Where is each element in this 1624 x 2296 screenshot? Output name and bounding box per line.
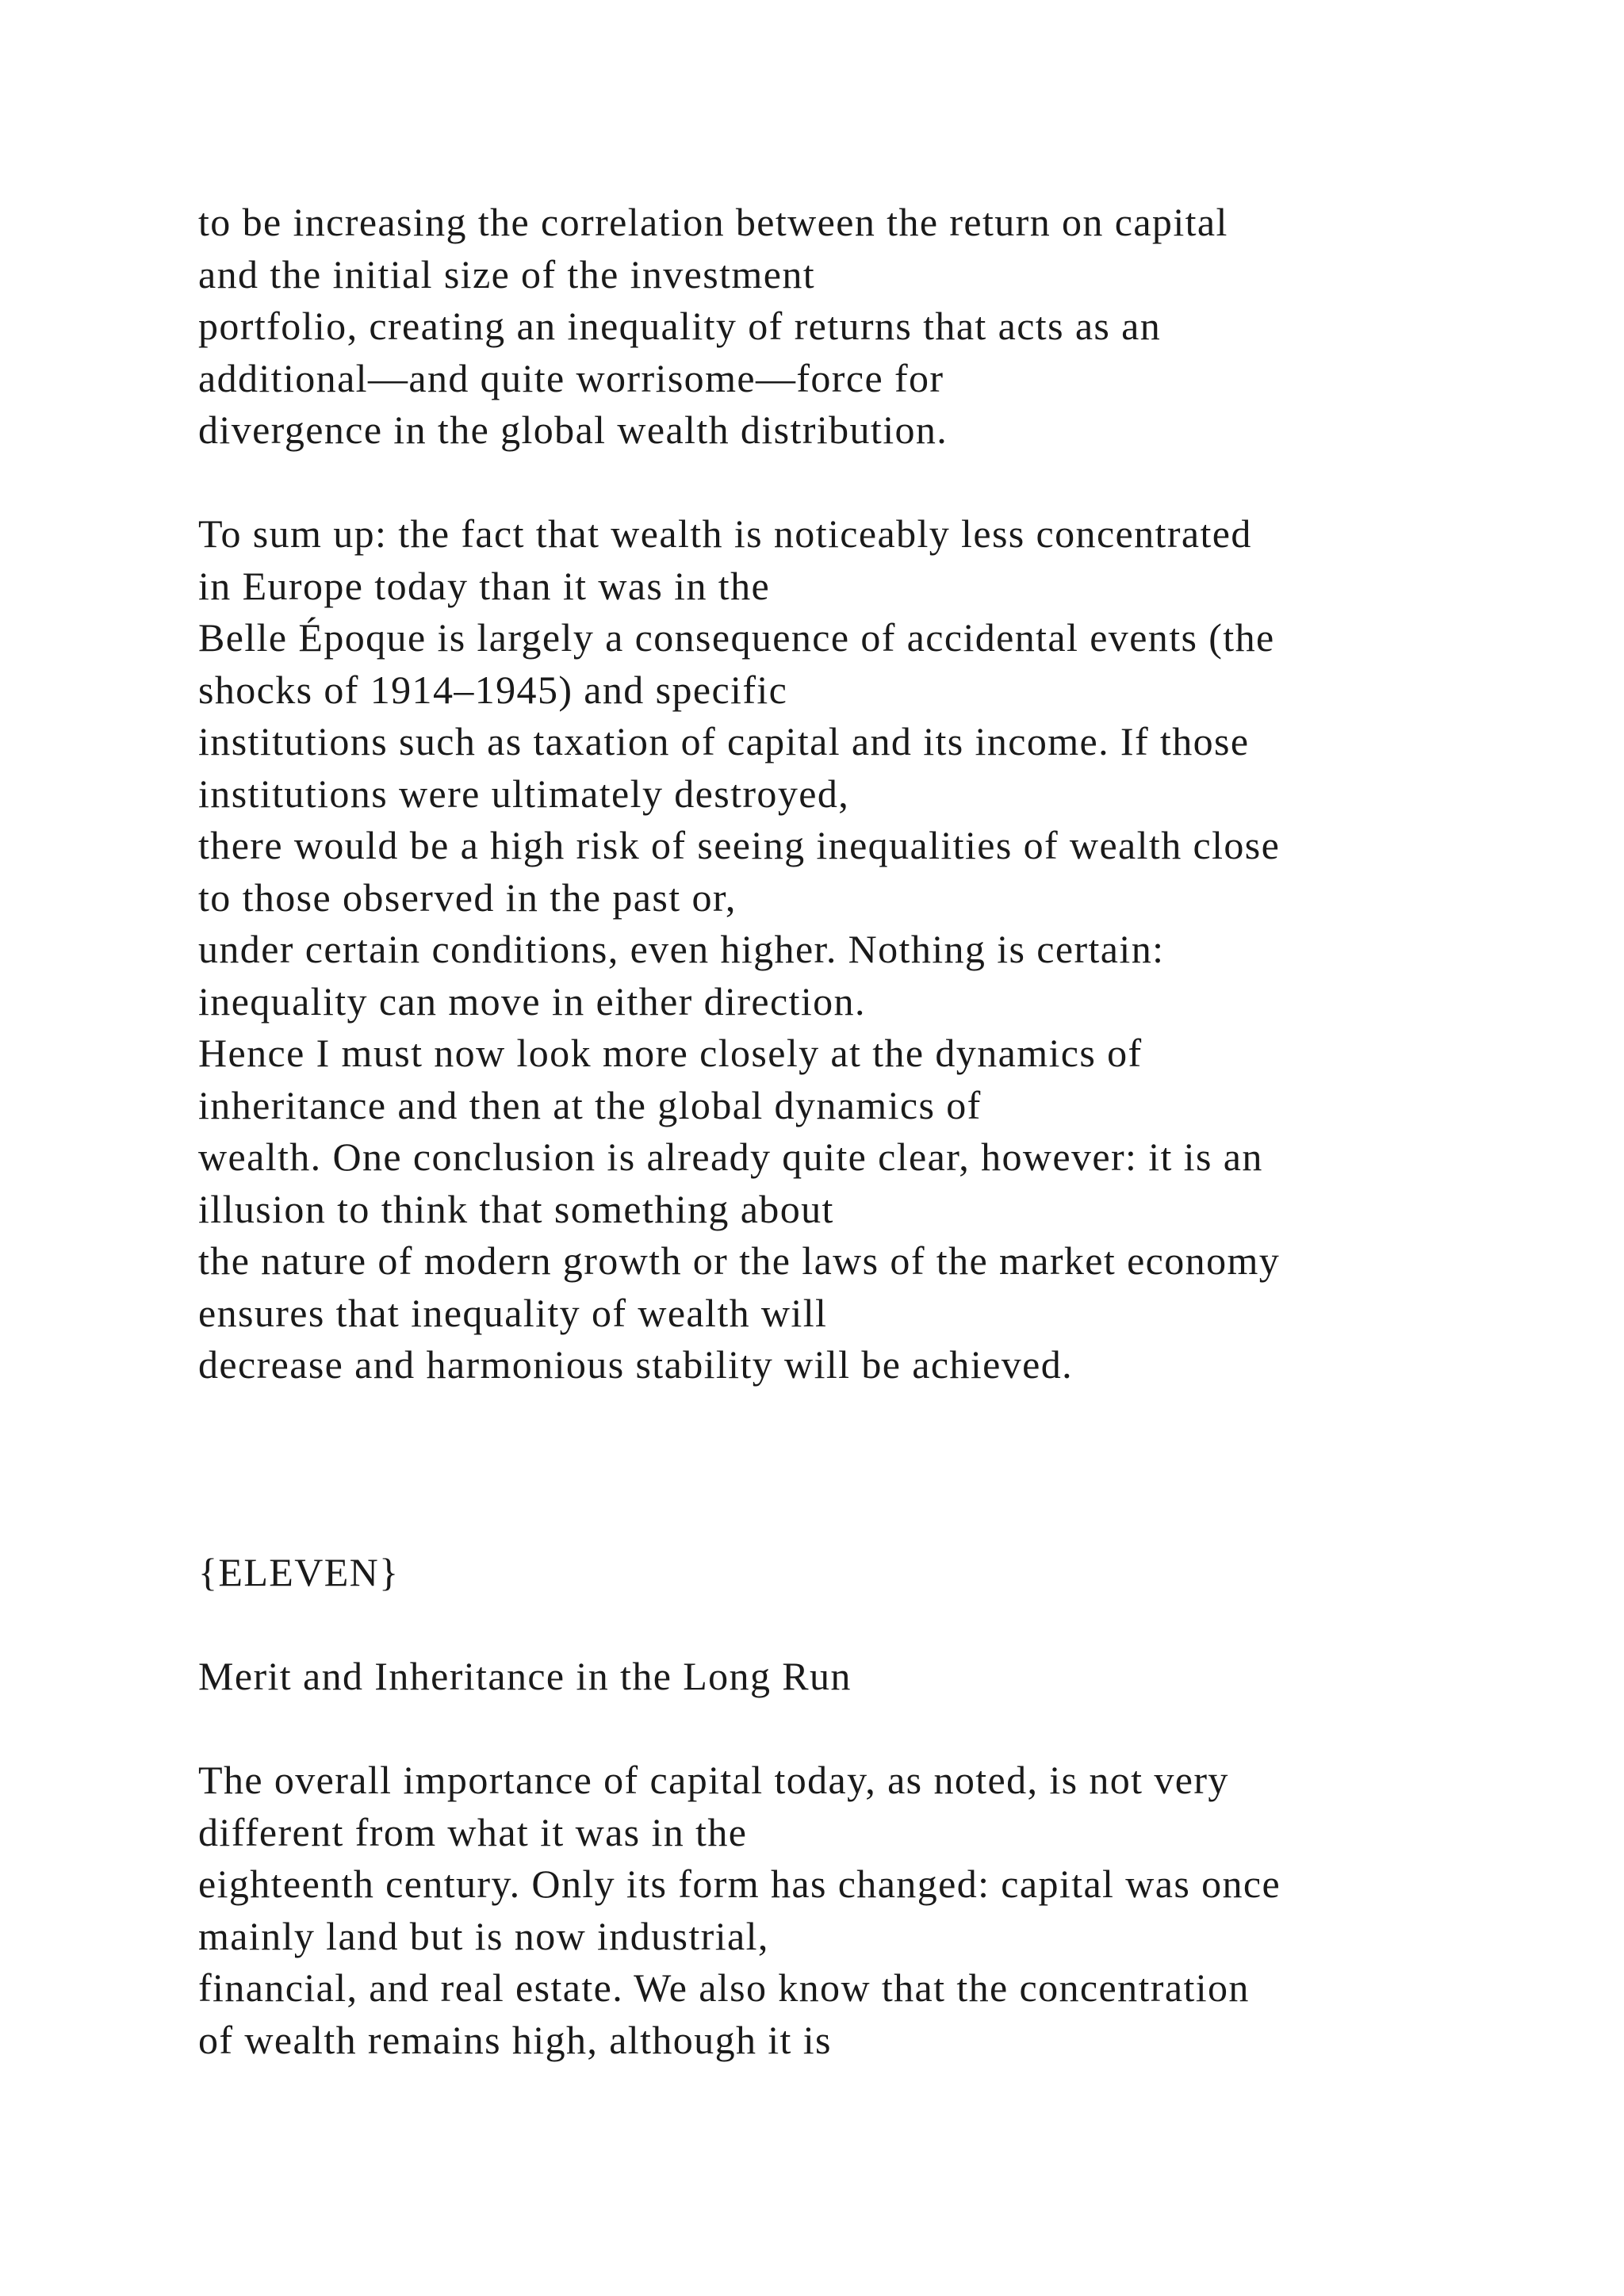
text-line: inequality can move in either direction. [198, 978, 866, 1024]
heading-gap [198, 1599, 1546, 1651]
text-line: additional—and quite worrisome—force for [198, 355, 944, 400]
document-page [198, 197, 1546, 2066]
text-line: eighteenth century. Only its form has changed: capital was once [198, 1862, 1281, 1906]
section-gap [198, 1391, 1546, 1444]
text-line: and the initial size of the investment [198, 251, 816, 297]
chapter-title: Merit and Inheritance in the Long Run [198, 1654, 852, 1698]
text-line: portfolio, creating an inequality of returns that acts as an [198, 304, 1162, 348]
text-line: divergence in the global wealth distribution. [198, 408, 948, 452]
text-line: institutions were ultimately destroyed, [198, 771, 850, 816]
text-line: ensures that inequality of wealth will [198, 1290, 828, 1335]
section-gap [198, 1495, 1546, 1548]
text-line: to be increasing the correlation between the return on capital [198, 200, 1228, 244]
text-line: wealth. One conclusion is already quite clear, however: it is an [198, 1135, 1263, 1179]
paragraph-3 [198, 1755, 1546, 2066]
text-line: institutions such as taxation of capital and its income. If those [198, 719, 1250, 763]
paragraph-gap [198, 457, 1546, 509]
text-line: To sum up: the fact that wealth is noticeably less concentrated [198, 511, 1252, 556]
paragraph-1 [198, 197, 1546, 457]
text-line: to those observed in the past or, [198, 874, 737, 920]
text-line: there would be a high risk of seeing inequalities of wealth close [198, 823, 1281, 867]
paragraph-2 [198, 508, 1546, 1391]
text-line: shocks of 1914–1945) and specific [198, 667, 788, 712]
text-line: illusion to think that something about [198, 1186, 834, 1231]
section-gap [198, 1443, 1546, 1495]
text-line: mainly land but is now industrial, [198, 1913, 769, 1958]
text-line: Belle Époque is largely a consequence of accidental events (the [198, 615, 1275, 660]
heading-gap [198, 1703, 1546, 1755]
text-line: of wealth remains high, although it is [198, 2017, 832, 2062]
text-line: under certain conditions, even higher. Nothing is certain: [198, 927, 1165, 971]
text-line: inheritance and then at the global dynamics of [198, 1082, 982, 1127]
text-line: financial, and real estate. We also know that the concentration [198, 1965, 1250, 2010]
chapter-number: {ELEVEN} [198, 1550, 400, 1594]
text-line: The overall importance of capital today, as noted, is not very [198, 1758, 1229, 1802]
text-line: decrease and harmonious stability will be achieved. [198, 1342, 1073, 1387]
text-line: the nature of modern growth or the laws of the market economy [198, 1238, 1281, 1283]
text-line: in Europe today than it was in the [198, 563, 771, 608]
text-line: Hence I must now look more closely at the dynamics of [198, 1031, 1143, 1075]
text-line: different from what it was in the [198, 1809, 748, 1854]
